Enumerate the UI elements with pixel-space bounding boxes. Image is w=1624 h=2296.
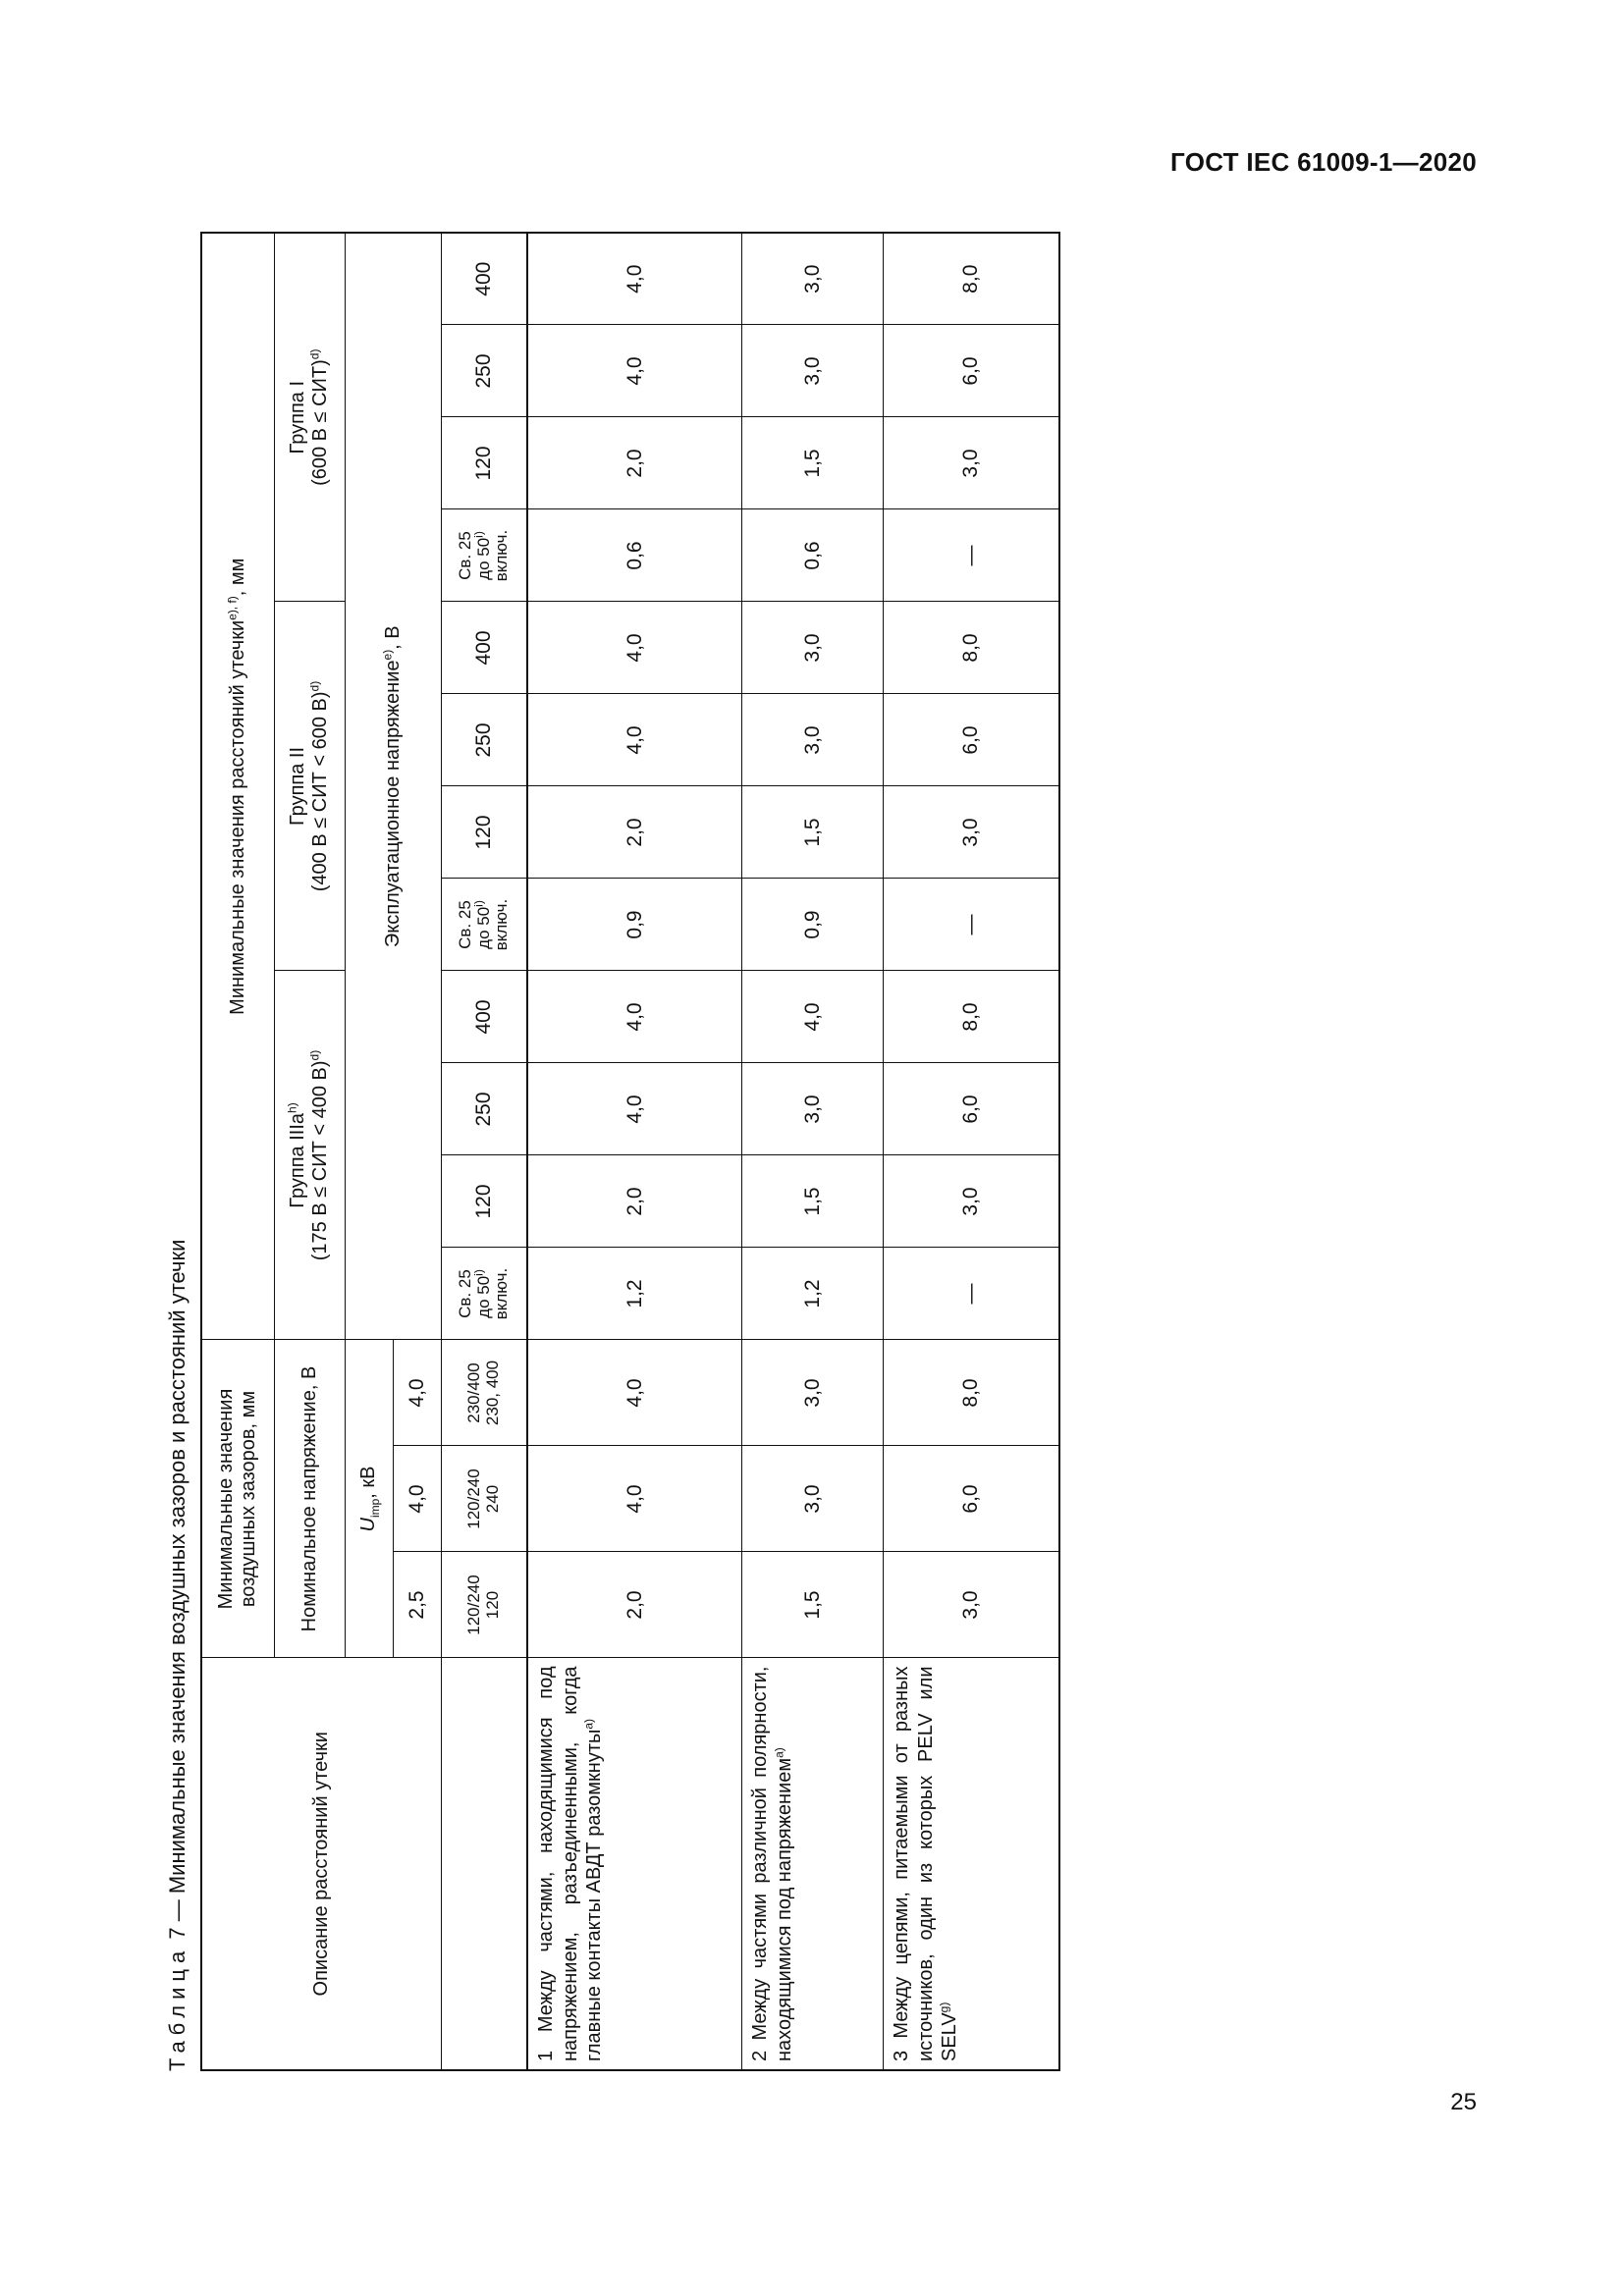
creepage-cell: 2,0 xyxy=(527,1155,742,1248)
creepage-cell: 3,0 xyxy=(884,417,1059,509)
clearance-cell: 1,5 xyxy=(742,1552,884,1658)
creepage-cell: 0,6 xyxy=(527,509,742,602)
creepage-cell: 4,0 xyxy=(527,325,742,417)
rotated-table-block xyxy=(157,232,1060,2071)
creepage-cell: 4,0 xyxy=(742,971,884,1063)
nominal-voltage-header: Номинальное напряжение, В xyxy=(274,1340,345,1658)
clearance-cell: 3,0 xyxy=(884,1552,1059,1658)
working-voltage-value: 400 xyxy=(441,971,527,1063)
page-number: 25 xyxy=(1450,2089,1477,2115)
creepage-cell: — xyxy=(884,879,1059,971)
group-3a-header: Группа IIIa$^{h)}$ (175 В ≤ СИТ < 400 В)$^{d)}$ xyxy=(274,971,345,1340)
description-column-header: Описание расстояний утечки xyxy=(201,1658,441,2070)
creepage-cell: 2,0 xyxy=(527,786,742,879)
clearance-group-header: Минимальные значения воздушных зазоров, мм xyxy=(201,1340,274,1658)
group-1-header: Группа I (600 В ≤ СИТ)$^{d)}$ xyxy=(274,233,345,602)
creepage-cell: 0,9 xyxy=(742,879,884,971)
clearance-cell: 2,0 xyxy=(527,1552,742,1658)
caption-text: 7 — Минимальные значения воздушных зазоров и расстояний утечки xyxy=(165,1239,189,1940)
working-voltage-first: Св. 25 до 50$^{i)}$ включ. xyxy=(441,879,527,971)
working-voltage-header: Эксплуатационное напряжение$^{e)}$, В xyxy=(345,233,441,1340)
creepage-cell: 1,2 xyxy=(527,1248,742,1340)
creepage-cell: 8,0 xyxy=(884,233,1059,325)
clearance-cell: 4,0 xyxy=(527,1340,742,1446)
clearance-cell: 3,0 xyxy=(742,1446,884,1552)
creepage-cell: 8,0 xyxy=(884,971,1059,1063)
uimp-header: $U_{imp}$, кВ xyxy=(345,1340,393,1658)
creepage-cell: 0,6 xyxy=(742,509,884,602)
creepage-cell: 3,0 xyxy=(742,602,884,694)
clearance-creepage-table xyxy=(200,232,1060,2071)
working-voltage-value: 120 xyxy=(441,786,527,879)
caption-label: Таблица xyxy=(165,1945,189,2071)
document-header: ГОСТ IEC 61009-1—2020 xyxy=(1170,147,1477,177)
working-voltage-value: 250 xyxy=(441,1063,527,1155)
creepage-cell: 4,0 xyxy=(527,1063,742,1155)
creepage-cell: 1,5 xyxy=(742,1155,884,1248)
table-row xyxy=(527,233,742,2070)
clearance-cell: 6,0 xyxy=(884,1446,1059,1552)
voltage-value: 120/240 120 xyxy=(441,1552,527,1658)
creepage-cell: 0,9 xyxy=(527,879,742,971)
creepage-cell: 8,0 xyxy=(884,602,1059,694)
creepage-cell: 3,0 xyxy=(742,694,884,786)
creepage-cell: 1,2 xyxy=(742,1248,884,1340)
description-column-header-spacer xyxy=(441,1658,527,2070)
creepage-cell: 3,0 xyxy=(742,233,884,325)
creepage-cell: — xyxy=(884,1248,1059,1340)
creepage-cell: 4,0 xyxy=(527,602,742,694)
creepage-cell: 6,0 xyxy=(884,694,1059,786)
creepage-cell: — xyxy=(884,509,1059,602)
creepage-cell: 3,0 xyxy=(742,325,884,417)
header-row-1 xyxy=(201,233,274,2070)
creepage-cell: 3,0 xyxy=(742,1063,884,1155)
uimp-value: 2,5 xyxy=(393,1552,441,1658)
working-voltage-value: 250 xyxy=(441,694,527,786)
creepage-cell: 3,0 xyxy=(884,1155,1059,1248)
row-description: 1 Между частями, находящимися под напряжением, разъединенными, когда главные контакты АВДТ разомкнуты$^{a)}$ xyxy=(527,1658,742,2070)
working-voltage-first: Св. 25 до 50$^{i)}$ включ. xyxy=(441,1248,527,1340)
uimp-value: 4,0 xyxy=(393,1340,441,1446)
group-2-header: Группа II (400 В ≤ СИТ < 600 В)$^{d)}$ xyxy=(274,602,345,971)
creepage-cell: 4,0 xyxy=(527,233,742,325)
row-description: 2 Между частями различной полярности, находящимися под напряжением$^{a)}$ xyxy=(742,1658,884,2070)
creepage-title-header: Минимальные значения расстояний утечки$^{e), f)}$, мм xyxy=(201,233,274,1340)
creepage-cell: 4,0 xyxy=(527,694,742,786)
working-voltage-value: 120 xyxy=(441,417,527,509)
table-caption xyxy=(157,1240,198,2071)
voltage-value: 120/240 240 xyxy=(441,1446,527,1552)
working-voltage-value: 120 xyxy=(441,1155,527,1248)
creepage-cell: 3,0 xyxy=(884,786,1059,879)
uimp-value: 4,0 xyxy=(393,1446,441,1552)
creepage-cell: 1,5 xyxy=(742,786,884,879)
creepage-cell: 6,0 xyxy=(884,1063,1059,1155)
row-description: 3 Между цепями, питаемыми от разных источников, один из которых PELV или SELV$^{g)}$ xyxy=(884,1658,1059,2070)
voltage-value: 230/400 230, 400 xyxy=(441,1340,527,1446)
creepage-cell: 6,0 xyxy=(884,325,1059,417)
clearance-cell: 8,0 xyxy=(884,1340,1059,1446)
working-voltage-value: 250 xyxy=(441,325,527,417)
creepage-cell: 1,5 xyxy=(742,417,884,509)
header-row-5 xyxy=(441,233,527,2070)
table-row xyxy=(884,233,1059,2070)
working-voltage-first: Св. 25 до 50$^{i)}$ включ. xyxy=(441,509,527,602)
working-voltage-value: 400 xyxy=(441,602,527,694)
table-row xyxy=(742,233,884,2070)
creepage-cell: 4,0 xyxy=(527,971,742,1063)
clearance-cell: 3,0 xyxy=(742,1340,884,1446)
clearance-cell: 4,0 xyxy=(527,1446,742,1552)
working-voltage-value: 400 xyxy=(441,233,527,325)
creepage-cell: 2,0 xyxy=(527,417,742,509)
